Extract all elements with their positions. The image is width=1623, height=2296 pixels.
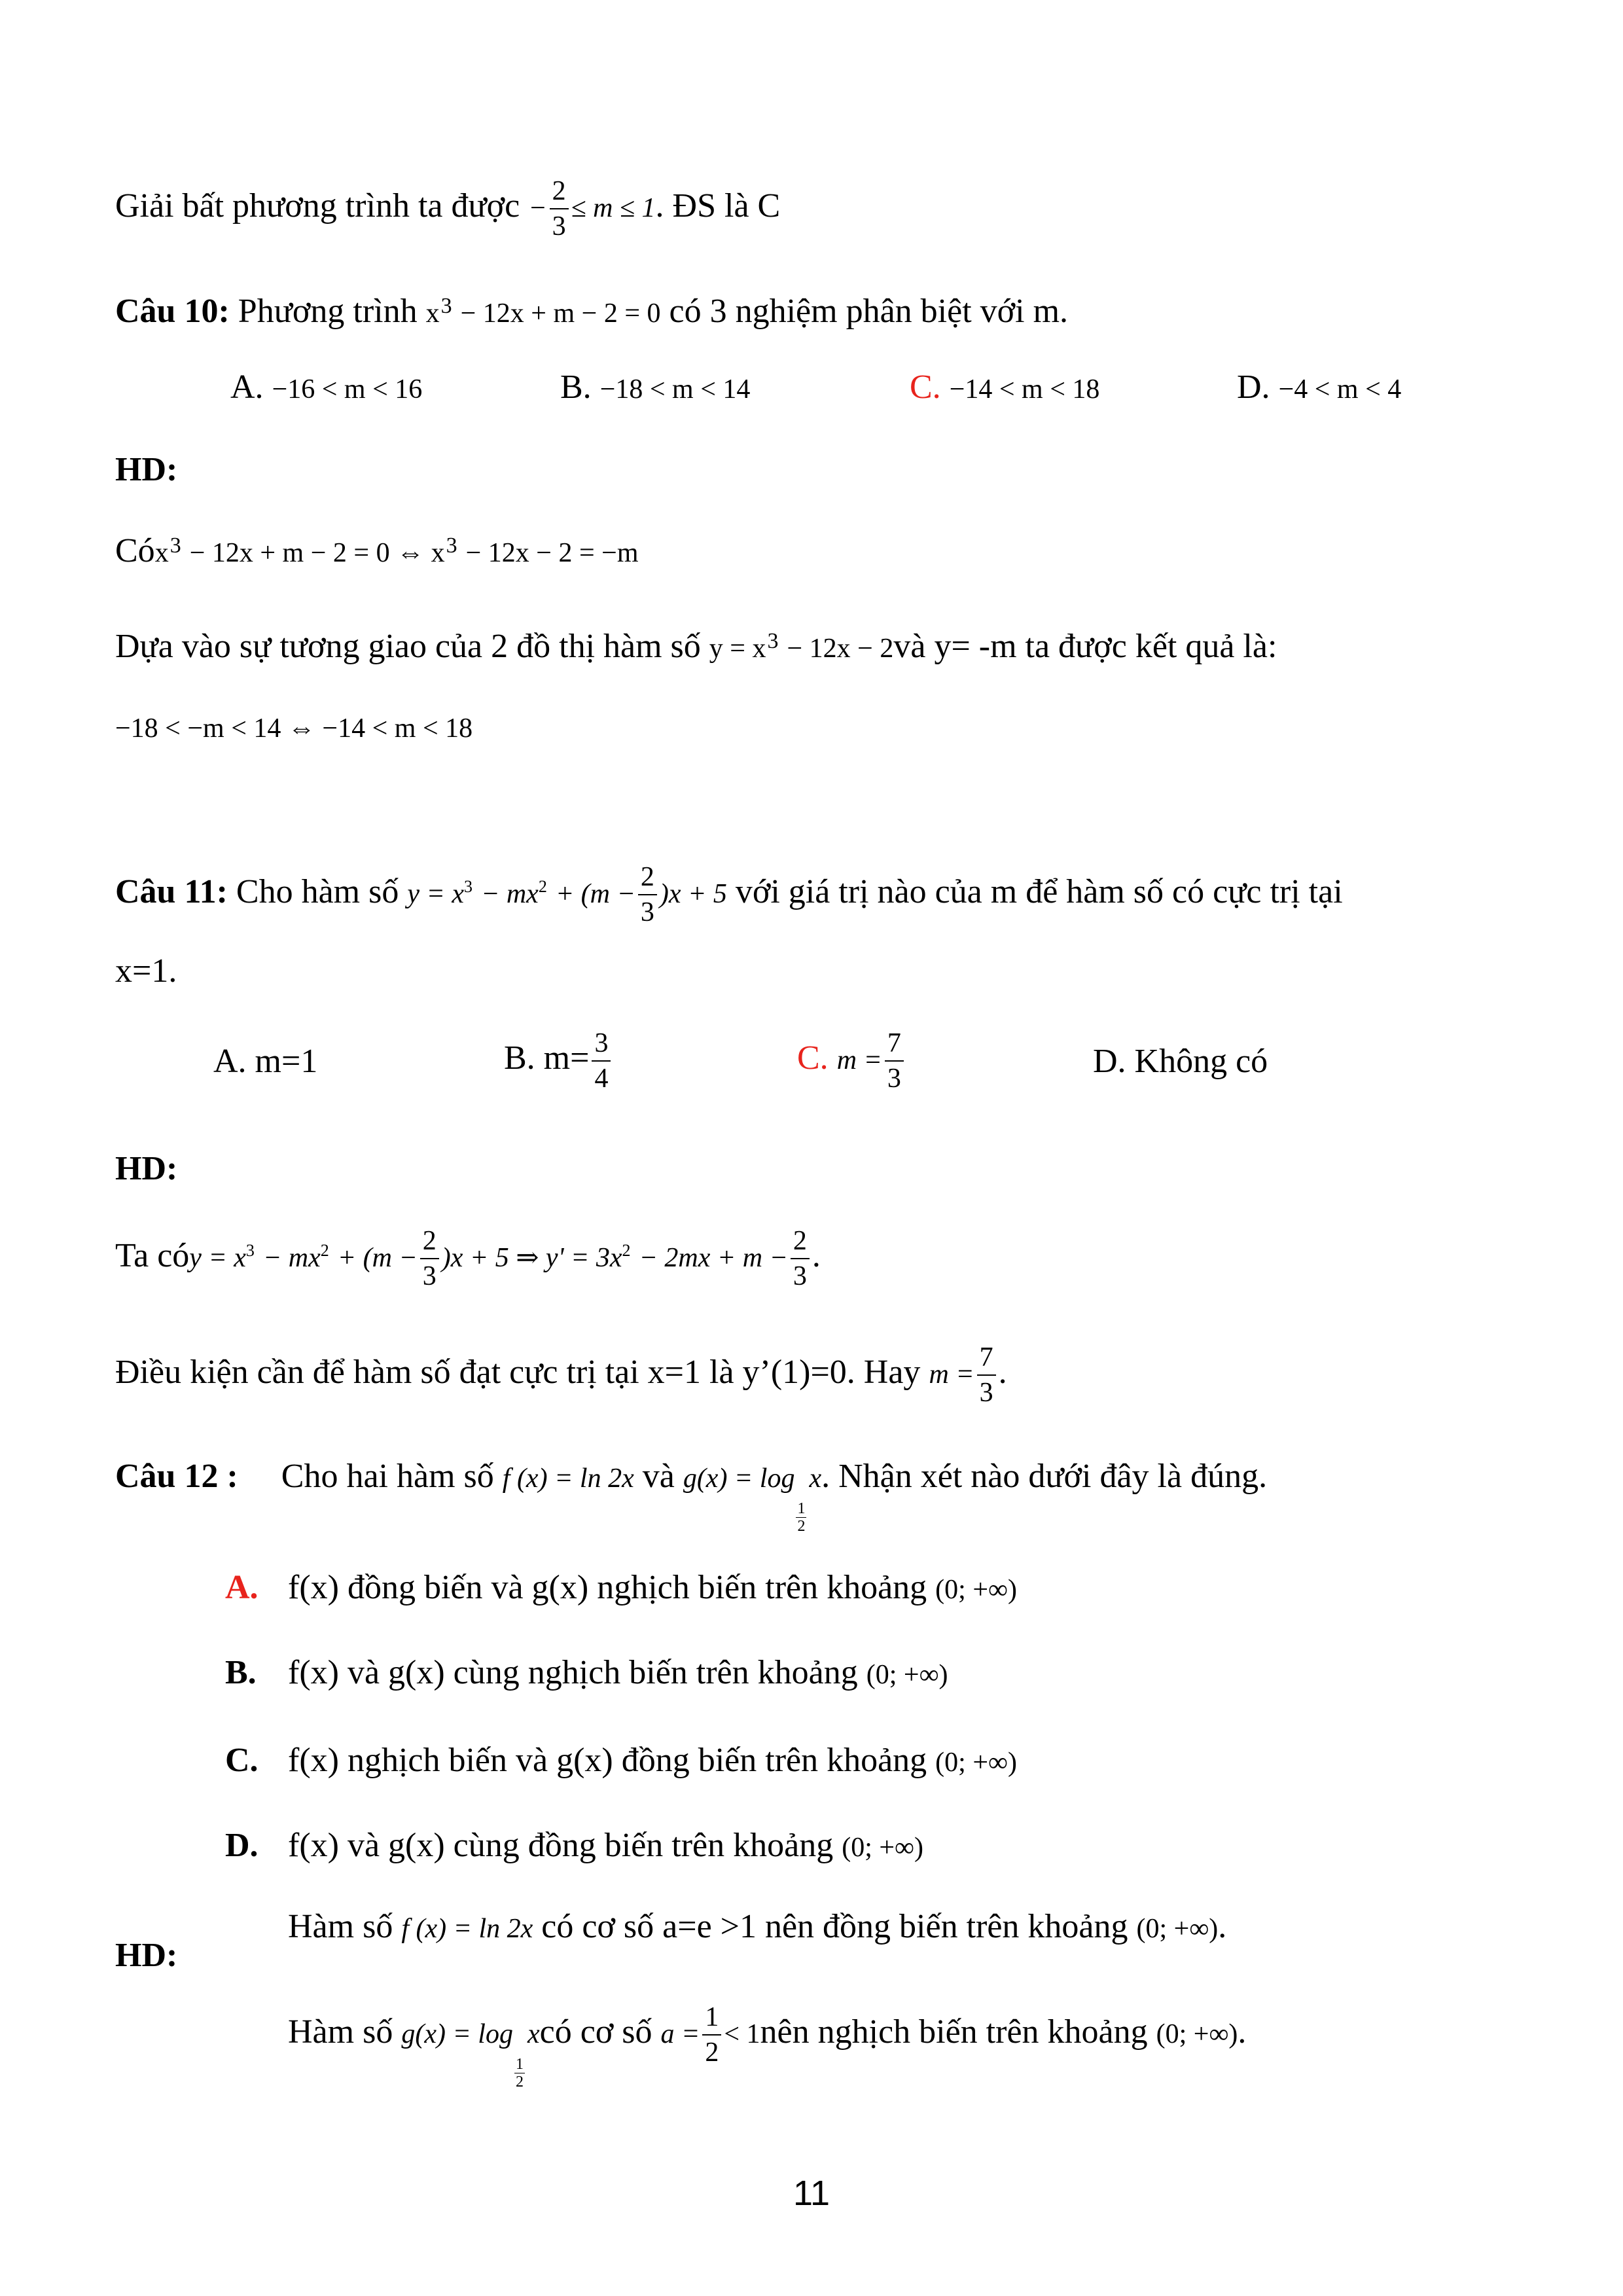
q11-option-c-letter: C. (797, 1039, 829, 1077)
q11-hd1-exp3: 3 (245, 1241, 255, 1261)
q11-hd1-c: + (m − (337, 1243, 418, 1274)
q10-text-a: Phương trình (238, 293, 418, 330)
q12-hd2-fraction (702, 2003, 721, 2067)
q12-hd2-c: nên nghịch biến trên khoảng (760, 2013, 1148, 2051)
q10-hd-label: HD: (115, 451, 178, 488)
q11-option-b-den: 4 (594, 1064, 609, 1094)
q11-frac-num: 2 (638, 863, 657, 895)
q11-option-c-num: 7 (885, 1029, 904, 1062)
q11-hd2-end: . (998, 1354, 1007, 1391)
q12-hd1-interval: (0; +∞) (1136, 1914, 1219, 1944)
q12-hd1-b: có cơ số a=e >1 nên đồng biến trên khoảng (541, 1908, 1128, 1945)
q10-label: Câu 10: (115, 293, 230, 330)
intro-prefix: Giải bất phương trình ta được (115, 187, 520, 225)
q12-g-eq: g(x) = log (683, 1463, 795, 1494)
q12-hd-label: HD: (115, 1937, 178, 1974)
q12-option-a-text: f(x) đồng biến và g(x) nghịch biến trên khoảng (288, 1569, 927, 1606)
q12-hd2-base (514, 2056, 525, 2091)
q10-hd-line1-end: − 12x − 2 = −m (465, 538, 639, 568)
intro-line (115, 177, 780, 241)
q10-hd-line1-prefix: Có (115, 532, 155, 569)
q10-hd-line2-eq-end: − 12x − 2 (787, 634, 894, 664)
q12-option-a-letter: A. (225, 1569, 259, 1606)
q12-hd1-a: Hàm số (288, 1908, 393, 1945)
q10-hd-line2-suffix: và y= -m ta được kết quả là: (893, 628, 1277, 665)
q11-option-b-num: 3 (592, 1029, 611, 1062)
q12-hd2-lt: < 1 (724, 2019, 760, 2050)
q12-option-d (225, 1829, 923, 1863)
q11-option-d: D. Không có (1093, 1043, 1268, 1080)
q11-hd1-end: . (812, 1237, 821, 1275)
q11-option-b (504, 1029, 613, 1093)
q10-option-d (1237, 370, 1401, 404)
q11-option-c-fraction (885, 1029, 904, 1093)
q10-hd-line1-mid: − 12x + m − 2 = 0 ⇔ x (189, 538, 445, 568)
q11-option-c-eq: m = (836, 1045, 882, 1076)
q12-text-b: . Nhận xét nào dưới đây là đúng. (821, 1458, 1268, 1495)
q10-question (115, 295, 1068, 329)
q10-eq-x: x (425, 298, 440, 329)
q12-hd2-eq: g(x) = log (401, 2019, 513, 2050)
q12-hd1-end: . (1218, 1908, 1227, 1945)
q12-hd2-a: Hàm số (288, 2013, 393, 2051)
q10-hd-line1 (115, 534, 639, 568)
q12-hd2-a-eq: a = (660, 2019, 700, 2050)
q12-f-eq: f (x) = ln 2x (502, 1463, 634, 1494)
q12-hd2-num: 1 (702, 2003, 721, 2036)
q11-hd1-frac-a-num: 2 (420, 1227, 439, 1259)
q10-text-b: có 3 nghiệm phân biệt với m. (669, 293, 1069, 330)
q10-eq-rest: − 12x + m − 2 = 0 (460, 298, 661, 329)
q12-question (115, 1460, 1267, 1535)
q10-hd-line2-eq: y = x (709, 634, 766, 664)
q10-option-a-value: −16 < m < 16 (272, 374, 423, 404)
intro-ineq: ≤ m ≤ 1 (571, 193, 656, 224)
q11-hd2-den: 3 (979, 1378, 993, 1408)
q12-hd2-base-num: 1 (515, 2056, 524, 2073)
q11-text-c: x=1. (115, 952, 177, 990)
q11-hd2-num: 7 (977, 1343, 996, 1376)
q11-label: Câu 11: (115, 873, 228, 911)
q10-option-b-letter: B. (560, 368, 592, 406)
intro-neg: − (528, 193, 547, 224)
q12-option-c-interval: (0; +∞) (935, 1748, 1017, 1778)
q11-hd1-a: y = x (189, 1243, 246, 1274)
q11-hd-line1 (115, 1227, 821, 1291)
q10-hd-line2-exp: 3 (767, 629, 779, 653)
q10-option-a (230, 370, 422, 404)
q11-hd2-fraction (977, 1343, 996, 1407)
q10-option-a-letter: A. (230, 368, 264, 406)
q12-hd2-den: 2 (705, 2037, 719, 2068)
q11-hd1-e: − 2mx + m − (639, 1243, 788, 1274)
q11-exp2: 2 (538, 877, 547, 897)
q10-eq-exp: 3 (440, 294, 452, 318)
intro-frac-num: 2 (550, 177, 569, 209)
q11-option-b-prefix: B. m= (504, 1039, 590, 1077)
q11-frac-den: 3 (640, 897, 654, 928)
q10-hd-line1-exp: 3 (169, 533, 181, 558)
q12-option-d-text: f(x) và g(x) cùng đồng biến trên khoảng (288, 1827, 834, 1864)
q12-label: Câu 12 : (115, 1458, 238, 1495)
q10-option-c-letter: C. (910, 368, 941, 406)
q12-option-c-letter: C. (225, 1742, 259, 1779)
q12-option-d-interval: (0; +∞) (842, 1833, 923, 1863)
q12-and: và (642, 1458, 675, 1495)
q12-option-a (225, 1571, 1017, 1605)
intro-frac-den: 3 (552, 211, 566, 242)
q12-hd2-base-den: 2 (515, 2073, 524, 2091)
q11-hd1-prefix: Ta có (115, 1237, 190, 1275)
q12-option-c (225, 1744, 1017, 1778)
q11-option-a: A. m=1 (213, 1043, 318, 1080)
q11-option-c-den: 3 (887, 1064, 901, 1094)
q12-g-base (796, 1500, 806, 1535)
q11-question (115, 863, 1343, 927)
q10-hd-line2 (115, 630, 1277, 664)
q12-option-b-letter: B. (225, 1654, 257, 1691)
q11-option-b-fraction (592, 1029, 611, 1093)
q10-option-c-value: −14 < m < 18 (949, 374, 1100, 404)
q11-hd1-frac-b-num: 2 (791, 1227, 810, 1259)
q12-hd-line1 (288, 1910, 1226, 1944)
intro-suffix: . ĐS là C (655, 187, 781, 225)
q11-hd1-fraction-b (791, 1227, 810, 1291)
q11-fraction (638, 863, 657, 927)
q11-hd1-d: )x + 5 ⇒ y' = 3x (441, 1243, 622, 1274)
q11-hd1-exp2b: 2 (622, 1241, 631, 1261)
q12-option-a-interval: (0; +∞) (935, 1575, 1017, 1605)
q11-text-b: với giá trị nào của m để hàm số có cực trị tại (735, 873, 1343, 911)
q12-g-base-num: 1 (797, 1500, 806, 1517)
q11-eq-c: + (m − (555, 879, 635, 910)
q11-hd2-eq: m = (929, 1359, 974, 1390)
q12-option-c-text: f(x) nghịch biến và g(x) đồng biến trên khoảng (288, 1742, 927, 1779)
q10-option-b (560, 370, 750, 404)
page-number: 11 (793, 2174, 830, 2213)
q12-hd2-x: x (527, 2019, 540, 2050)
q12-option-d-letter: D. (225, 1827, 259, 1864)
q11-hd2-text: Điều kiện cần để hàm số đạt cực trị tại x=1 là y’(1)=0. Hay (115, 1354, 921, 1391)
q11-hd1-frac-a-den: 3 (422, 1261, 437, 1292)
q12-g-base-den: 2 (797, 1518, 806, 1535)
q12-hd-line2 (288, 2003, 1246, 2091)
q11-option-c (797, 1029, 906, 1093)
q11-eq-d: )x + 5 (659, 879, 727, 910)
q12-option-b-text: f(x) và g(x) cùng nghịch biến trên khoảng (288, 1654, 858, 1691)
q12-hd2-end: . (1238, 2013, 1247, 2051)
q10-hd-line2-prefix: Dựa vào sự tương giao của 2 đồ thị hàm số (115, 628, 701, 665)
q10-option-d-letter: D. (1237, 368, 1270, 406)
q11-eq-a: y = x (407, 879, 464, 910)
q10-option-d-value: −4 < m < 4 (1278, 374, 1402, 404)
q12-g-x: x (809, 1463, 822, 1494)
q11-hd1-b: − mx (262, 1243, 321, 1274)
q11-hd-line2 (115, 1343, 1007, 1407)
q10-option-c (910, 370, 1099, 404)
q12-hd2-interval: (0; +∞) (1156, 2019, 1238, 2050)
q12-hd2-b: có cơ số (539, 2013, 652, 2051)
q11-text-a: Cho hàm số (236, 873, 399, 911)
q10-hd-line3: −18 < −m < 14 ⇔ −14 < m < 18 (115, 713, 473, 744)
q12-hd1-eq: f (x) = ln 2x (401, 1914, 533, 1944)
q11-hd1-frac-b-den: 3 (793, 1261, 807, 1292)
q10-option-b-value: −18 < m < 14 (599, 374, 751, 404)
q12-option-b-interval: (0; +∞) (866, 1660, 948, 1690)
q12-option-b (225, 1656, 948, 1690)
q11-exp3: 3 (464, 877, 473, 897)
intro-fraction (550, 177, 569, 241)
q10-hd-line1-exp2: 3 (446, 533, 457, 558)
q11-hd1-exp2: 2 (320, 1241, 329, 1261)
q11-hd-label: HD: (115, 1150, 178, 1187)
q12-text-a: Cho hai hàm số (281, 1458, 494, 1495)
q10-hd-line1-x: x (154, 538, 169, 568)
q11-hd1-fraction-a (420, 1227, 439, 1291)
q11-eq-b: − mx (481, 879, 539, 910)
